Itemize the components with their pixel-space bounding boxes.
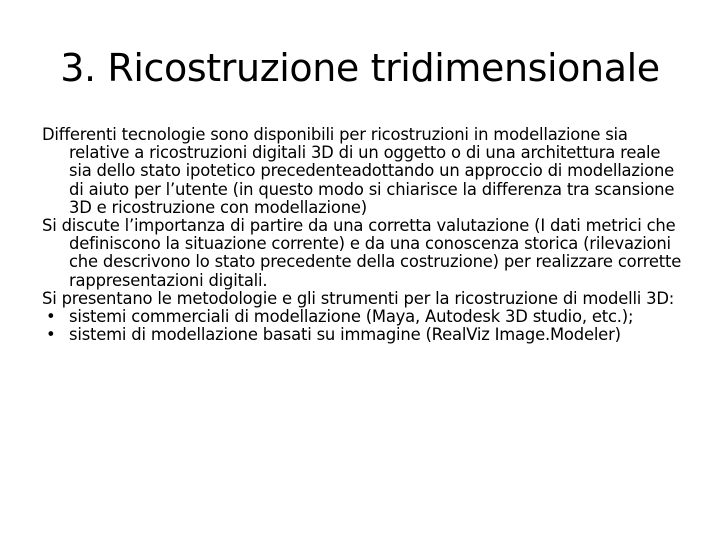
paragraph-technologies: Differenti tecnologie sono disponibili per ricostruzioni in modellazione sia relative a ricostruzioni digitali 3D di un oggetto o di una architettura reale sia dello stato ipotetico precedenteadottando un approccio di modellazione di aiuto per l’utente (in questo modo si chiarisce la differenza tra scansione 3D e ricostruzione con modellazione): [42, 125, 675, 217]
bullet-icon: •: [46, 307, 56, 327]
paragraph-methodologies: Si presentano le metodologie e gli strumenti per la ricostruzione di modelli 3D:: [42, 288, 675, 308]
slide-body: [42, 126, 682, 344]
bullet-text: sistemi di modellazione basati su immagine (RealViz Image.Modeler): [69, 325, 621, 345]
bullet-item-image-based-systems: [42, 326, 682, 344]
slide-title: 3. Ricostruzione tridimensionale: [60, 46, 660, 90]
paragraph-evaluation: Si discute l’importanza di partire da una corretta valutazione (I dati metrici che definiscono la situazione corrente) e da una conoscenza storica (rilevazioni che descrivono lo stato precedente della costruzione) per realizzare corrette rappresentazioni digitali.: [42, 216, 682, 290]
bullet-item-commercial-systems: [42, 308, 682, 326]
bullet-icon: •: [46, 325, 56, 345]
bullet-text: sistemi commerciali di modellazione (Maya, Autodesk 3D studio, etc.);: [69, 307, 634, 327]
